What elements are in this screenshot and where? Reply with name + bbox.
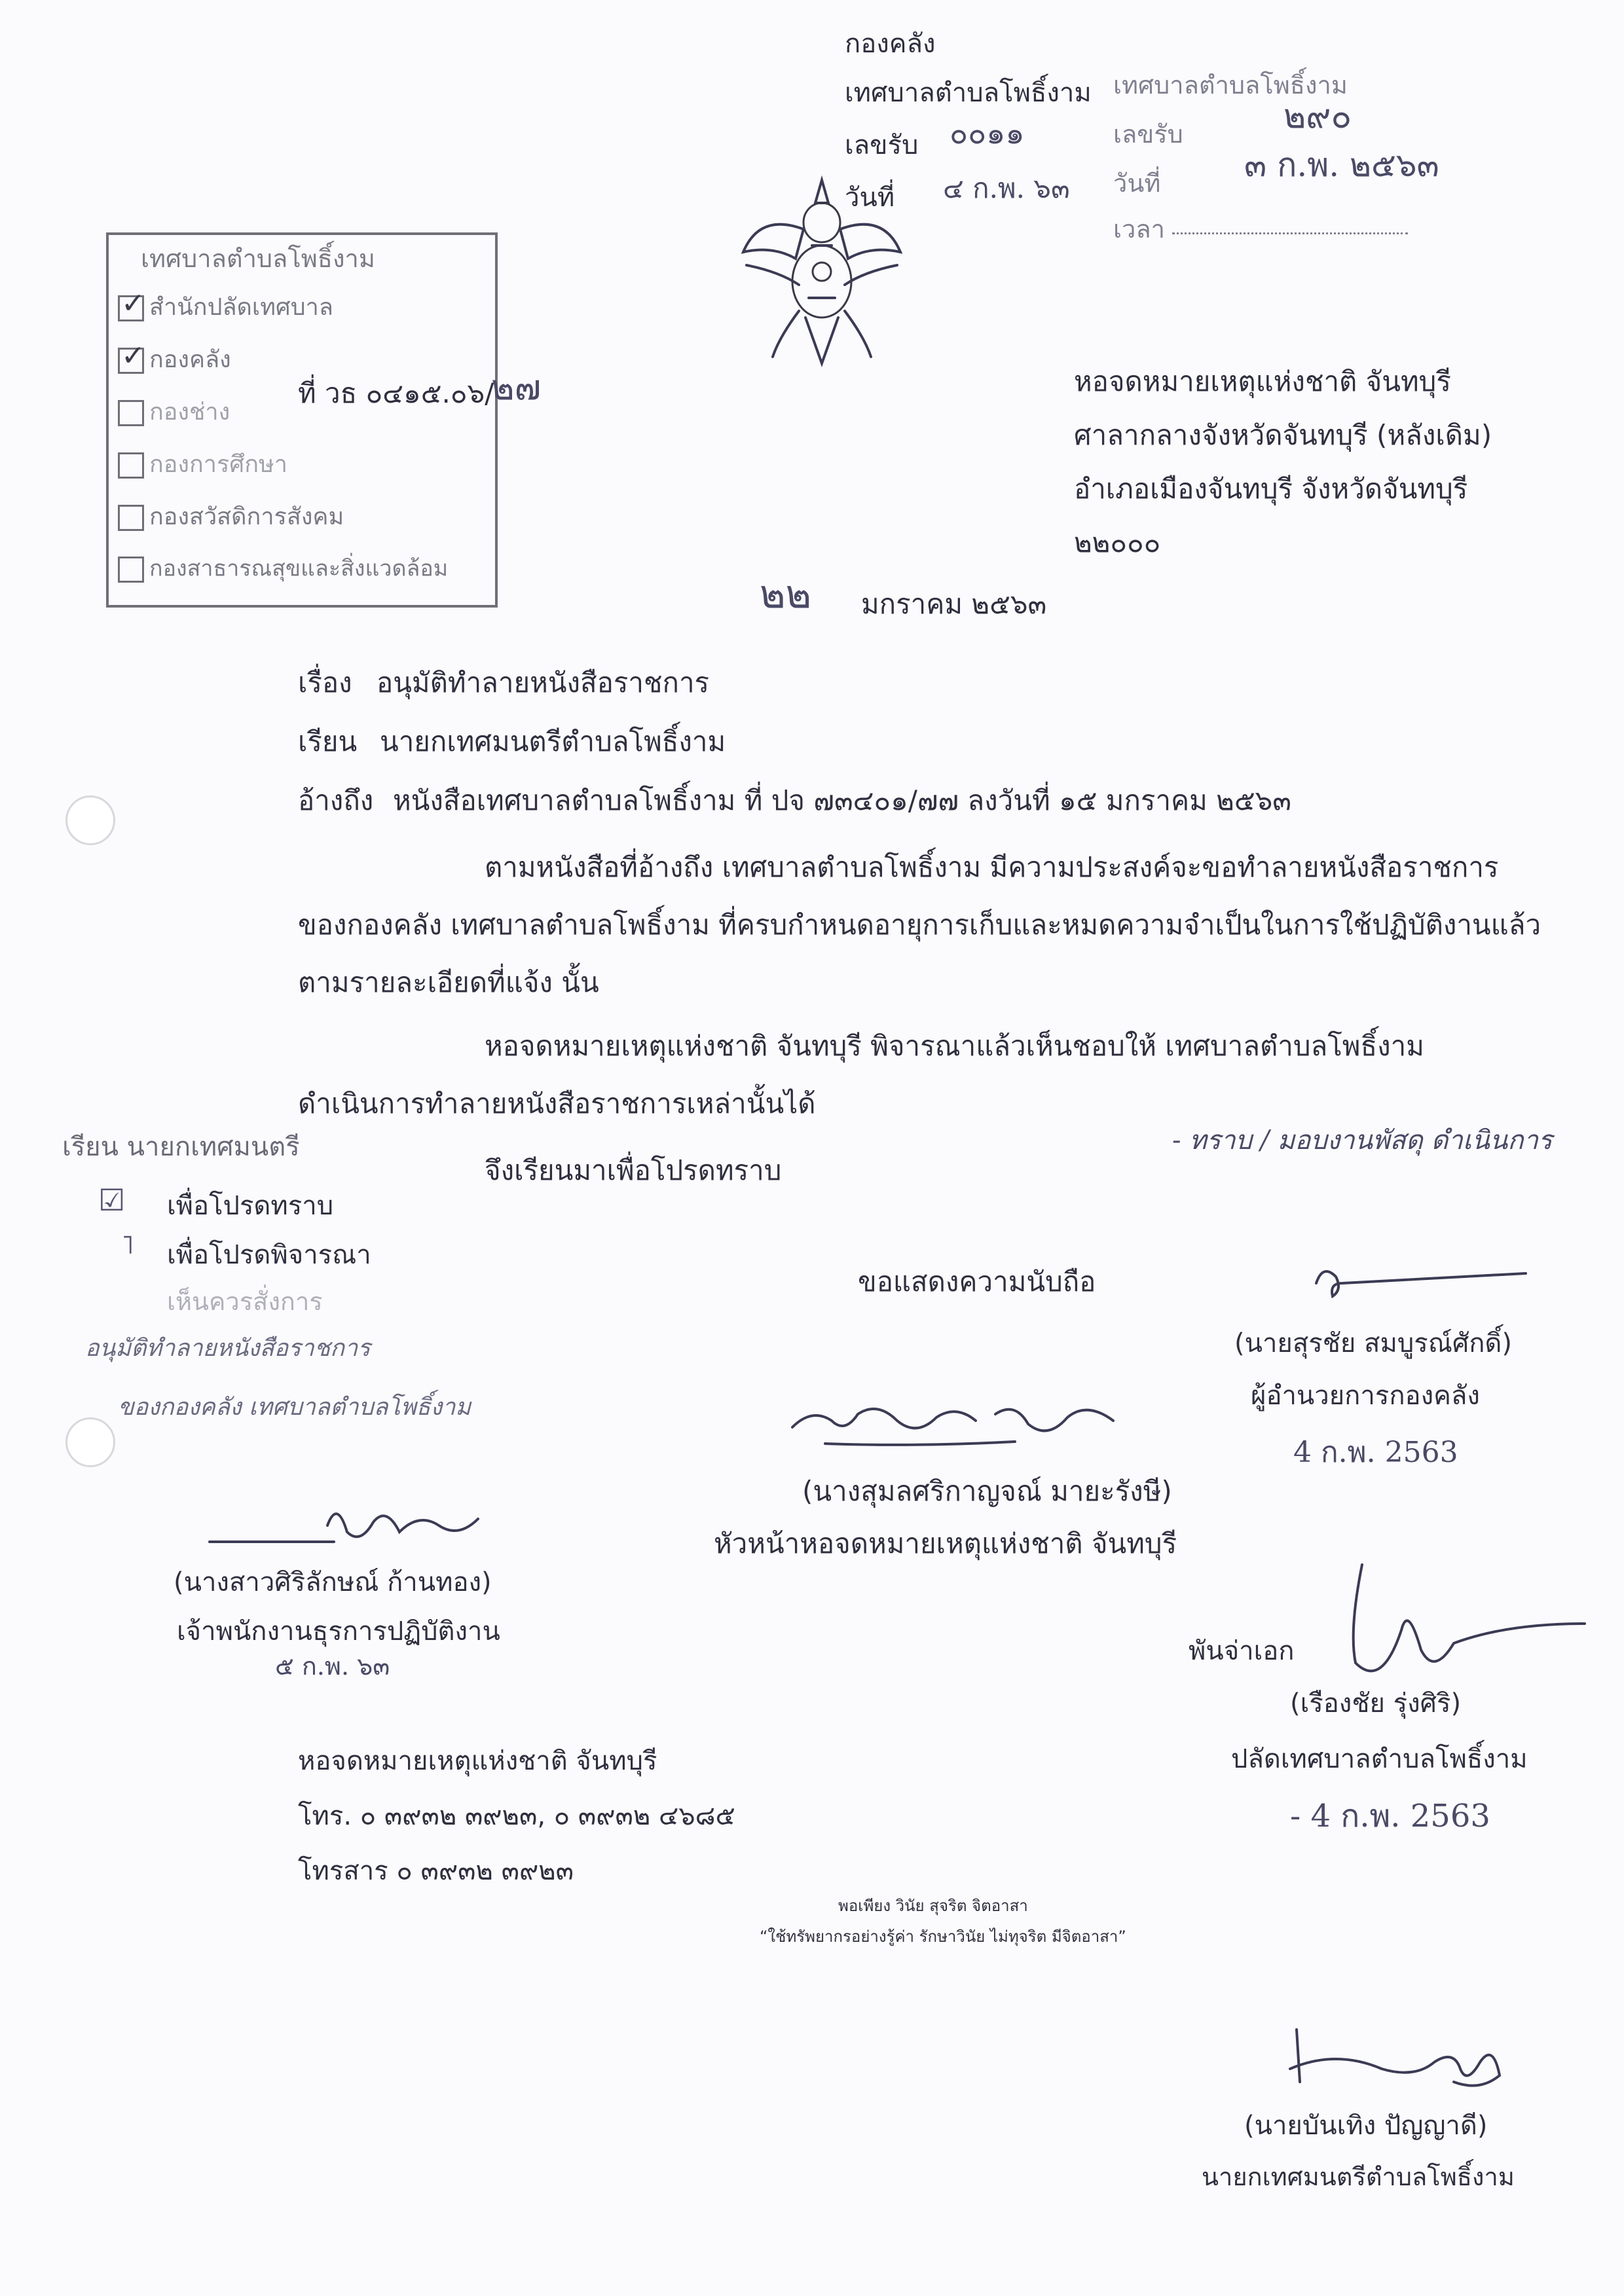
receive-stamp-2-date-label: วันที่: [1113, 169, 1161, 198]
slogan-line-1: พอเพียง วินัย สุจริต จิตอาสา: [838, 1897, 1028, 1915]
contact-tel: โทร. ๐ ๓๙๓๒ ๓๙๒๓, ๐ ๓๙๓๒ ๔๖๘๕: [298, 1801, 735, 1831]
routing-stamp-title: เทศบาลตำบลโพธิ์งาม: [141, 244, 375, 273]
closing-line: จึงเรียนมาเพื่อโปรดทราบ: [485, 1154, 782, 1186]
receive-stamp-no-label: เลขรับ: [845, 130, 919, 160]
regards: ขอแสดงความนับถือ: [858, 1266, 1096, 1298]
sender-address-line-3: อำเภอเมืองจันทบุรี จังหวัดจันทบุรี: [1074, 473, 1468, 505]
memo-left-hand-note-2: ของกองคลัง เทศบาลตำบลโพธิ์งาม: [118, 1394, 471, 1421]
memo-right-1-signature: [1303, 1257, 1539, 1309]
document-number-hand: ๒๗: [491, 367, 542, 408]
contact-fax: โทรสาร ๐ ๓๙๓๒ ๓๙๒๓: [298, 1856, 574, 1886]
routing-item-6: กองสาธารณสุขและสิ่งแวดล้อม: [118, 556, 448, 583]
punch-hole-bottom: [65, 1417, 115, 1467]
memo-left-hand-note-1: อนุมัติทำลายหนังสือราชการ: [85, 1335, 371, 1362]
memo-left-signature: [196, 1486, 491, 1558]
receive-stamp-2-no-label: เลขรับ: [1113, 120, 1183, 149]
receive-stamp-2-time-label: เวลา: [1113, 215, 1165, 244]
receive-stamp-2-org: เทศบาลตำบลโพธิ์งาม: [1113, 71, 1348, 100]
memo-right-1-title: ผู้อำนวยการกองคลัง: [1251, 1381, 1480, 1411]
sender-address-line-1: หอจดหมายเหตุแห่งชาติ จันทบุรี: [1074, 365, 1451, 397]
subject-label: เรื่อง: [298, 666, 352, 699]
reference: หนังสือเทศบาลตำบลโพธิ์งาม ที่ ปจ ๗๓๔๐๑/๗๗ ลงวันที่ ๑๕ มกราคม ๒๕๖๓: [393, 784, 1292, 816]
sender-address-line-4: ๒๒๐๐๐: [1074, 526, 1161, 558]
routing-item-2: ✓กองคลัง: [118, 347, 231, 374]
routing-item-5: กองสวัสดิการสังคม: [118, 504, 344, 531]
memo-right-2-prefix: พันจ่าเอก: [1189, 1636, 1295, 1666]
routing-item-4: กองการศึกษา: [118, 452, 287, 479]
paragraph-1-line-3: ตามรายละเอียดที่แจ้ง นั้น: [298, 966, 599, 998]
letter-date: มกราคม ๒๕๖๓: [861, 588, 1047, 620]
checkbox-6: [118, 556, 144, 583]
receive-stamp-municipality: เทศบาลตำบลโพธิ์งาม: [845, 78, 1092, 108]
punch-hole-top: [65, 795, 115, 845]
checkbox-5: [118, 505, 144, 531]
checkbox-2: [118, 348, 144, 374]
to-recipient: นายกเทศมนตรีตำบลโพธิ์งาม: [380, 725, 726, 757]
receive-stamp-org: กองคลัง: [845, 29, 936, 59]
sender-address-line-2: ศาลากลางจังหวัดจันทบุรี (หลังเดิม): [1074, 419, 1492, 451]
paragraph-1-line-2: ของกองคลัง เทศบาลตำบลโพธิ์งาม ที่ครบกำหนดอายุการเก็บและหมดความจำเป็นในการใช้ปฏิบัติงานแล้ว: [298, 909, 1541, 941]
to-label: เรียน: [298, 725, 358, 757]
checkbox-1: [118, 295, 144, 321]
memo-right-3-name: (นายบันเทิง ปัญญาดี): [1244, 2111, 1488, 2141]
memo-left-option-2: เพื่อโปรดพิจารณา: [167, 1240, 371, 1270]
receive-stamp-no-value: ๐๐๑๑: [950, 115, 1025, 151]
memo-right-2-name: (เรืองชัย รุ่งศิริ): [1290, 1688, 1462, 1719]
routing-item-1: ✓สำนักปลัดเทศบาล: [118, 295, 333, 321]
signer-name: (นางสุมลศริกาญจณ์ มายะรังษี): [802, 1475, 1172, 1507]
receive-stamp-date-label: วันที่: [845, 183, 895, 213]
document-number: ที่ วธ ๐๔๑๕.๐๖/: [298, 377, 494, 409]
memo-right-1-date: 4 ก.พ. 2563: [1293, 1436, 1458, 1469]
receive-stamp-2-time-line: [1172, 226, 1408, 234]
slogan-line-2: “ใช้ทรัพยากรอย่างรู้ค่า รักษาวินัย ไม่ทุจริต มีจิตอาสา”: [760, 1927, 1126, 1946]
memo-right-1-name: (นายสุรชัย สมบูรณ์ศักดิ์): [1234, 1328, 1513, 1358]
memo-left-mark: ˥: [121, 1230, 134, 1260]
receive-stamp-date-value: ๔ ก.พ. ๖๓: [943, 172, 1070, 204]
memo-left-to: เรียน นายกเทศมนตรี: [62, 1132, 300, 1162]
memo-left-title: เจ้าพนักงานธุรการปฏิบัติงาน: [177, 1616, 500, 1647]
contact-org: หอจดหมายเหตุแห่งชาติ จันทบุรี: [298, 1746, 657, 1776]
memo-right-1-hand-note: - ทราบ / มอบงานพัสดุ ดำเนินการ: [1172, 1125, 1553, 1156]
memo-right-3-signature: [1283, 2023, 1519, 2102]
paragraph-2-line-1: หอจดหมายเหตุแห่งชาติ จันทบุรี พิจารณาแล้วเห็นชอบให้ เทศบาลตำบลโพธิ์งาม: [485, 1030, 1424, 1062]
memo-right-2-title: ปลัดเทศบาลตำบลโพธิ์งาม: [1231, 1744, 1528, 1774]
subject: อนุมัติทำลายหนังสือราชการ: [377, 666, 710, 699]
checkbox-4: [118, 452, 144, 479]
checkbox-3: [118, 400, 144, 426]
memo-left-name: (นางสาวศิริลักษณ์ ก้านทอง): [174, 1567, 492, 1597]
reference-label: อ้างถึง: [298, 784, 374, 816]
paragraph-2-line-2: ดำเนินการทำลายหนังสือราชการเหล่านั้นได้: [298, 1087, 816, 1120]
memo-right-2-date: - 4 ก.พ. 2563: [1290, 1798, 1490, 1834]
memo-left-option-1: เพื่อโปรดทราบ: [167, 1191, 334, 1221]
paragraph-1-line-1: ตามหนังสือที่อ้างถึง เทศบาลตำบลโพธิ์งาม มีความประสงค์จะขอทำลายหนังสือราชการ: [485, 851, 1499, 883]
receive-stamp-2-no-value: ๒๙๐: [1283, 97, 1352, 136]
receive-stamp-2-date-value: ๓ ก.พ. ๒๕๖๓: [1244, 146, 1439, 184]
memo-left-option-3: เห็นควรสั่งการ: [167, 1287, 323, 1316]
memo-left-date: ๕ ก.พ. ๖๓: [275, 1652, 390, 1681]
routing-item-3: กองช่าง: [118, 399, 230, 426]
memo-right-2-signature: [1310, 1552, 1591, 1696]
garuda-emblem: [733, 167, 910, 370]
memo-right-3-title: นายกเทศมนตรีตำบลโพธิ์งาม: [1202, 2162, 1515, 2191]
memo-left-check: ☑: [98, 1182, 126, 1218]
signer-title: หัวหน้าหอจดหมายเหตุแห่งชาติ จันทบุรี: [714, 1527, 1177, 1559]
signer-signature: [786, 1381, 1153, 1453]
letter-date-day: ๒๒: [760, 572, 812, 617]
